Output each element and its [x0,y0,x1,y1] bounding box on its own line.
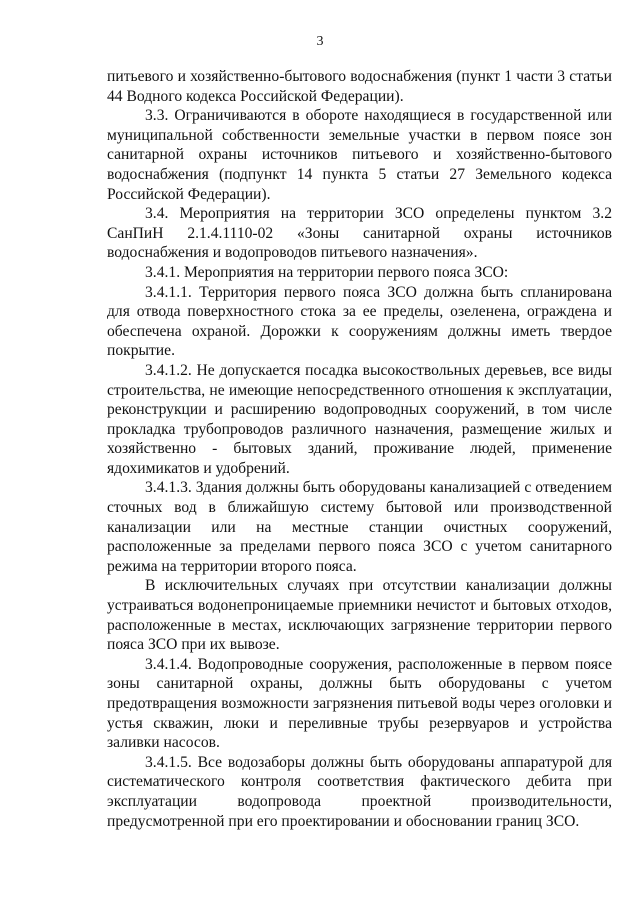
paragraph-3-3: 3.3. Ограничиваются в обороте находящиеся в государственной или муниципальной собственности земельные участки в первом поясе зон санитарной охраны источников питьевого и хозяйственно-бытового водоснабжения (подпункт 14 пункта 5 статьи 27 Земельного кодекса Российской Федерации). [107,107,612,203]
paragraph-3-4-1-5: 3.4.1.5. Все водозаборы должны быть оборудованы аппаратурой для систематического контроля соответствия фактического дебита при эксплуатации водопровода проектной производительности, предусмотренной при его проектировании и обосновании границ ЗСО. [107,753,612,830]
paragraph-continuation: питьевого и хозяйственно-бытового водоснабжения (пункт 1 части 3 статьи 44 Водного кодекса Российской Федерации). [107,68,612,105]
paragraph-3-4-1: 3.4.1. Мероприятия на территории первого пояса ЗСО: [145,263,509,281]
paragraph-3-4: 3.4. Мероприятия на территории ЗСО определены пунктом 3.2 СанПиН 2.1.4.1110-02 «Зоны санитарной охраны источников водоснабжения и водопроводов питьевого назначения». [107,205,612,262]
page-number: 3 [316,34,324,49]
document-body [107,67,612,831]
paragraph-3-4-1-1: 3.4.1.1. Территория первого пояса ЗСО должна быть спланирована для отвода поверхностного стока за ее пределы, озеленена, ограждена и обеспечена охраной. Дорожки к сооружениям должны иметь твердое покрытие. [107,283,612,360]
paragraph-3-4-1-4: 3.4.1.4. Водопроводные сооружения, расположенные в первом поясе зоны санитарной охраны, должны быть оборудованы с учетом предотвращения возможности загрязнения питьевой воды через оголовки и устья скважин, люки и переливные трубы резервуаров и устройства заливки насосов. [107,655,612,752]
paragraph-3-4-1-2: 3.4.1.2. Не допускается посадка высокоствольных деревьев, все виды строительства, не имеющие непосредственного отношения к эксплуатации, реконструкции и расширению водопроводных сооружений, в том числе прокладка трубопроводов различного назначения, размещение жилых и хозяйственно - бытовых зданий, проживание людей, применение ядохимикатов и удобрений. [107,361,612,477]
paragraph-3-4-1-3: 3.4.1.3. Здания должны быть оборудованы канализацией с отведением сточных вод в ближайшую систему бытовой или производственной канализации или на местные станции очистных сооружений, расположенные за пределами первого пояса ЗСО с учетом санитарного режима на территории второго пояса. [107,479,612,575]
paragraph-exceptional-cases: В исключительных случаях при отсутствии канализации должны устраиваться водонепроницаемые приемники нечистот и бытовых отходов, расположенные в местах, исключающих загрязнение территории первого пояса ЗСО при их вывозе. [107,577,612,654]
